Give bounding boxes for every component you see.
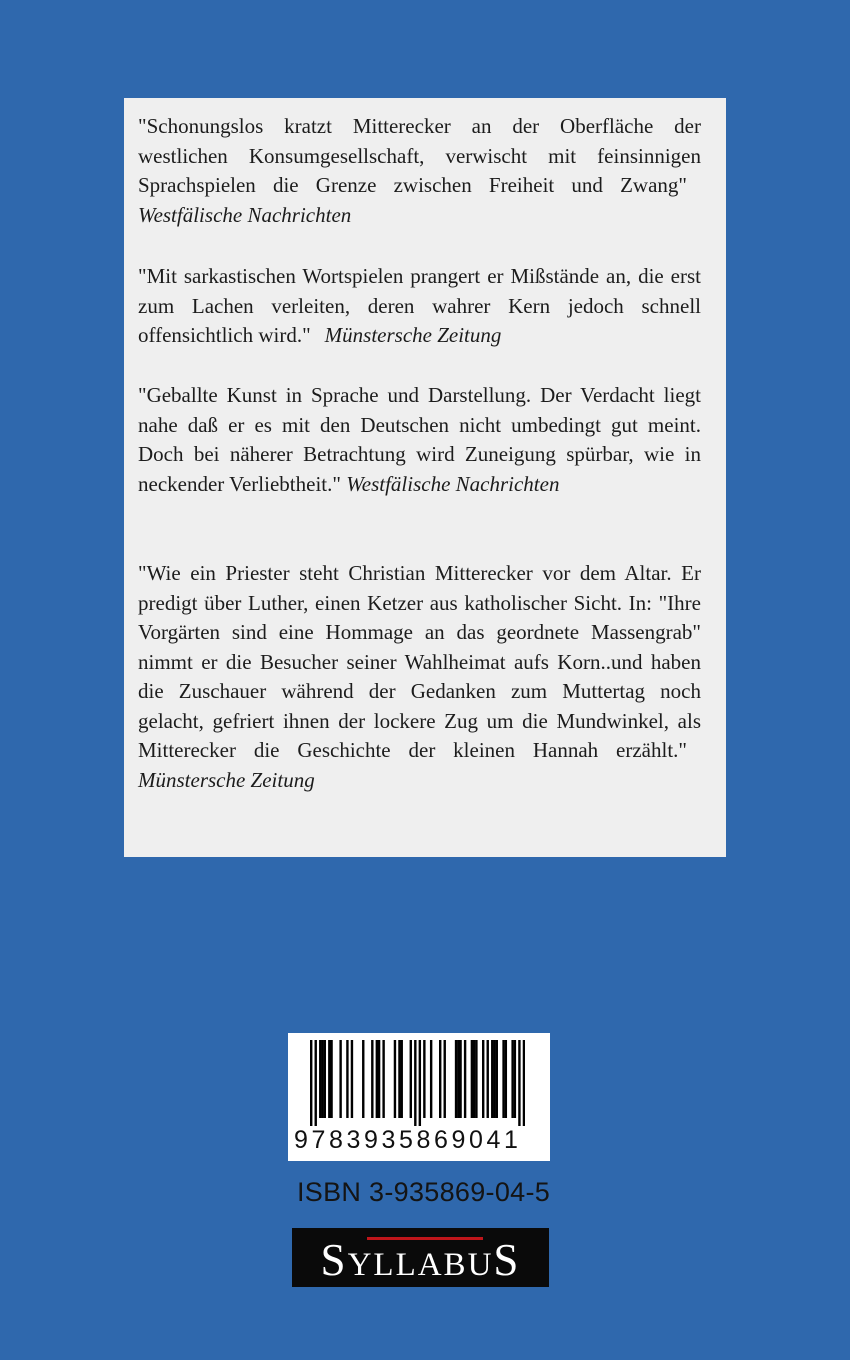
barcode-bar — [459, 1040, 461, 1118]
barcode-digits: 9783935869041 — [294, 1126, 522, 1154]
barcode-guard-bar — [414, 1040, 416, 1126]
barcode-bar — [464, 1040, 466, 1118]
barcode-bar — [502, 1040, 504, 1118]
barcode-bar — [376, 1040, 378, 1118]
quote-source: Münstersche Zeitung — [138, 767, 315, 792]
barcode-bar — [401, 1040, 403, 1118]
barcode-bar — [439, 1040, 441, 1118]
quote-text: "Schonungslos kratzt Mitterecker an der Oberfläche der westlichen Konsumgesellschaft, verwischt mit feinsinnigen Sprachspielen die Grenze zwischen Freiheit und Zwang" — [138, 114, 701, 197]
logo-middle: YLLABU — [347, 1247, 494, 1283]
barcode-bar — [457, 1040, 459, 1118]
barcode-bar — [511, 1040, 513, 1118]
barcode-bar — [346, 1040, 348, 1118]
quote-text: "Mit sarkastischen Wortspielen prangert er Mißstände an, die erst zum Lachen verleiten, deren wahrer Kern jedoch schnell offensichtlich wird." — [138, 264, 701, 347]
barcode-bar — [339, 1040, 341, 1118]
barcode-bar — [394, 1040, 396, 1118]
isbn-barcode — [288, 1033, 550, 1161]
barcode-bar — [351, 1040, 353, 1118]
quote-source: Westfälische Nachrichten — [138, 202, 352, 227]
review-quote-2 — [138, 262, 701, 351]
quote-text: "Wie ein Priester steht Christian Mitterecker vor dem Altar. Er predigt über Luther, einen Ketzer aus katholischer Sicht. In: "Ihre Vorgärten sind eine Hommage an das geordnete Massengrab" nimmt er die Besucher seiner Wahlheimat aufs Korn..und haben die Zuschauer während der Gedanken zum Muttertag noch gelacht, gefriert ihnen der lockere Zug um die Mundwinkel, als Mitterecker die Geschichte der kleinen Hannah erzählt." — [138, 561, 701, 762]
barcode-bar — [371, 1040, 373, 1118]
barcode-bar — [382, 1040, 384, 1118]
barcode-bar — [324, 1040, 326, 1118]
barcode-bar — [496, 1040, 498, 1118]
barcode-guard-bar — [419, 1040, 421, 1126]
barcode-bar — [378, 1040, 380, 1118]
barcode-bar — [505, 1040, 507, 1118]
review-quote-1 — [138, 112, 701, 230]
barcode-bar — [410, 1040, 412, 1118]
barcode-bar — [471, 1040, 473, 1118]
publisher-name — [292, 1235, 549, 1285]
logo-initial: S — [320, 1235, 348, 1285]
publisher-logo — [292, 1228, 549, 1287]
barcode-bar — [514, 1040, 516, 1118]
quote-source: Westfälische Nachrichten — [346, 471, 560, 496]
barcode-bar — [473, 1040, 475, 1118]
review-quote-4 — [138, 559, 701, 795]
barcode-bar — [423, 1040, 425, 1118]
barcode-bar — [319, 1040, 321, 1118]
barcode-guard-bar — [315, 1040, 317, 1126]
barcode-bars — [310, 1040, 525, 1126]
barcode-bar — [330, 1040, 332, 1118]
logo-final: S — [493, 1235, 521, 1285]
barcode-bar — [321, 1040, 323, 1118]
barcode-bar — [362, 1040, 364, 1118]
barcode-guard-bar — [518, 1040, 520, 1126]
review-quote-3 — [138, 381, 701, 499]
barcode-bar — [487, 1040, 489, 1118]
barcode-bar — [493, 1040, 495, 1118]
isbn-number: ISBN 3-935869-04-5 — [297, 1177, 551, 1207]
barcode-bar — [491, 1040, 493, 1118]
barcode-bar — [328, 1040, 330, 1118]
quote-text: "Geballte Kunst in Sprache und Darstellung. Der Verdacht liegt nahe daß er es mit den Deutschen nicht umbedingt gut meint. Doch bei näherer Betrachtung wird Zuneigung spürbar, wie in neckender Verliebtheit." — [138, 383, 701, 496]
review-quotes-panel — [124, 98, 726, 857]
quote-source: Münstersche Zeitung — [324, 323, 502, 347]
barcode-bar — [475, 1040, 477, 1118]
barcode-guard-bar — [523, 1040, 525, 1126]
barcode-bar — [430, 1040, 432, 1118]
barcode-bar — [444, 1040, 446, 1118]
barcode-bar — [455, 1040, 457, 1118]
barcode-guard-bar — [310, 1040, 312, 1126]
barcode-bar — [482, 1040, 484, 1118]
barcode-bar — [398, 1040, 400, 1118]
